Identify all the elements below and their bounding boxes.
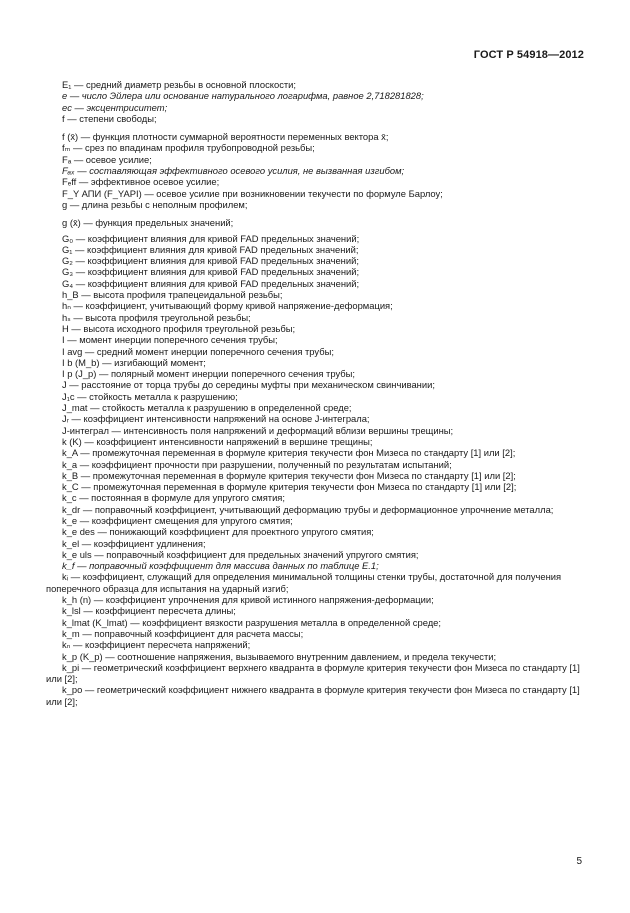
definition-item: hₙ — коэффициент, учитывающий форму кривой напряжение-деформация; [62,300,393,312]
definition-item: I p (J_p) — полярный момент инерции поперечного сечения трубы; [62,368,355,380]
definition-item: k_B — промежуточная переменная в формуле критерия текучести фон Мизеса по стандарту [1] или [2]; [62,469,516,481]
definition-item: ec — эксцентриситет; [62,101,168,113]
definition-item: k (K) — коэффициент интенсивности напряжений в вершине трещины; [62,435,373,447]
definition-item: hₛ — высота профиля треугольной резьбы; [62,311,251,323]
definition-item: f (x̄) — функция плотности суммарной вероятности переменных вектора x̄; [62,131,389,143]
definition-item: k_c — постоянная в формуле для упругого смятия; [62,492,285,504]
definition-item: Fₑff — эффективное осевое усилие; [62,176,220,188]
definition-item: h_B — высота профиля трапецеидальной резьбы; [62,289,283,301]
definition-item: k_el — коэффициент удлинения; [62,537,206,549]
definition-item: G₀ — коэффициент влияния для кривой FAD предельных значений; [62,232,360,244]
definition-item: G₄ — коэффициент влияния для кривой FAD предельных значений; [62,277,360,289]
definition-item: H — высота исходного профиля треугольной резьбы; [62,322,296,334]
definition-item: G₂ — коэффициент влияния для кривой FAD предельных значений; [62,255,359,267]
definition-item: f — степени свободы; [62,112,157,124]
definition-item: G₁ — коэффициент влияния для кривой FAD предельных значений; [62,243,359,255]
definition-item: k_m — поправочный коэффициент для расчета массы; [62,627,304,639]
definition-item: k_a — коэффициент прочности при разрушении, полученный по результатам испытаний; [62,458,452,470]
definition-item: k_p (K_p) — соотношение напряжения, вызываемого внутренним давлением, и предела текучести; [62,650,497,662]
definition-item: I — момент инерции поперечного сечения трубы; [62,334,278,346]
definition-item: J-интеграл — интенсивность поля напряжений и деформаций вблизи вершины трещины; [62,424,454,436]
definition-item: E₁ — средний диаметр резьбы в основной плоскости; [62,79,297,90]
definition-item: k_pi — геометрический коэффициент верхнего квадранта в формуле критерия текучести фон Мизеса по стандарту [1] или [2]; [46,661,580,685]
definition-item: k_e — коэффициент смещения для упругого смятия; [62,514,293,526]
definition-item: k_lsl — коэффициент пересчета длины; [62,605,236,617]
definition-item: k_lmat (K_lmat) — коэффициент вязкости разрушения металла в определенной среде; [62,616,441,628]
standard-header: ГОСТ Р 54918—2012 [473,49,584,61]
definition-item: k_A — промежуточная переменная в формуле критерия текучести фон Мизеса по стандарту [1] или [2]; [62,447,516,459]
definition-item: J_mat — стойкость металла к разрушению в определенной среде; [62,402,352,414]
definition-item: Jᵣ — коэффициент интенсивности напряжений на основе J-интеграла; [62,413,370,425]
definition-item: J₁c — стойкость металла к разрушению; [62,390,238,402]
page-number: 5 [576,856,582,867]
definition-item: fₘ — срез по впадинам профиля трубопроводной резьбы; [62,142,315,154]
definition-item: e — число Эйлера или основание натурального логарифма, равное 2,718281828; [62,90,424,102]
definition-item: I avg — средний момент инерции поперечного сечения трубы; [62,345,334,357]
definition-item: k_dr — поправочный коэффициент, учитывающий деформацию трубы и деформационное упрочнение металла; [62,503,554,515]
definition-item: k_e des — понижающий коэффициент для проектного упругого смятия; [62,526,374,538]
definition-item: k_po — геометрический коэффициент нижнего квадранта в формуле критерия текучести фон Мизеса по стандарту [1] или [2]; [46,684,580,707]
definition-item: k_h (n) — коэффициент упрочнения для кривой истинного напряжения-деформации; [62,594,434,606]
definition-item: Fₐₓ — составляющая эффективного осевого усилия, не вызванная изгибом; [62,165,405,177]
definitions-list [46,79,585,707]
definition-item: Fₐ — осевое усилие; [62,153,152,165]
definition-item: g — длина резьбы с неполным профилем; [62,198,248,210]
definition-item: k_e uls — поправочный коэффициент для предельных значений упругого смятия; [62,548,419,560]
definition-item: k_f — поправочный коэффициент для массива данных по таблице Е.1; [62,560,379,572]
definition-item: k_C — промежуточная переменная в формуле критерия текучести фон Мизеса по стандарту [1] или [2]; [62,481,517,493]
definition-item: kᵢ — коэффициент, служащий для определения минимальной толщины стенки трубы, достаточной для получения поперечного образца для испытания на ударный изгиб; [46,571,562,594]
definition-item: I b (M_b) — изгибающий момент; [62,356,206,368]
definition-item: g (x̄) — функция предельных значений; [62,217,234,229]
definition-item: J — расстояние от торца трубы до середины муфты при механическом свинчивании; [62,379,435,391]
definition-item: G₃ — коэффициент влияния для кривой FAD предельных значений; [62,266,360,278]
definition-item: F_Y АПИ (F_YAPI) — осевое усилие при возникновении текучести по формуле Барлоу; [62,187,443,199]
definition-item: kₙ — коэффициент пересчета напряжений; [62,639,251,651]
